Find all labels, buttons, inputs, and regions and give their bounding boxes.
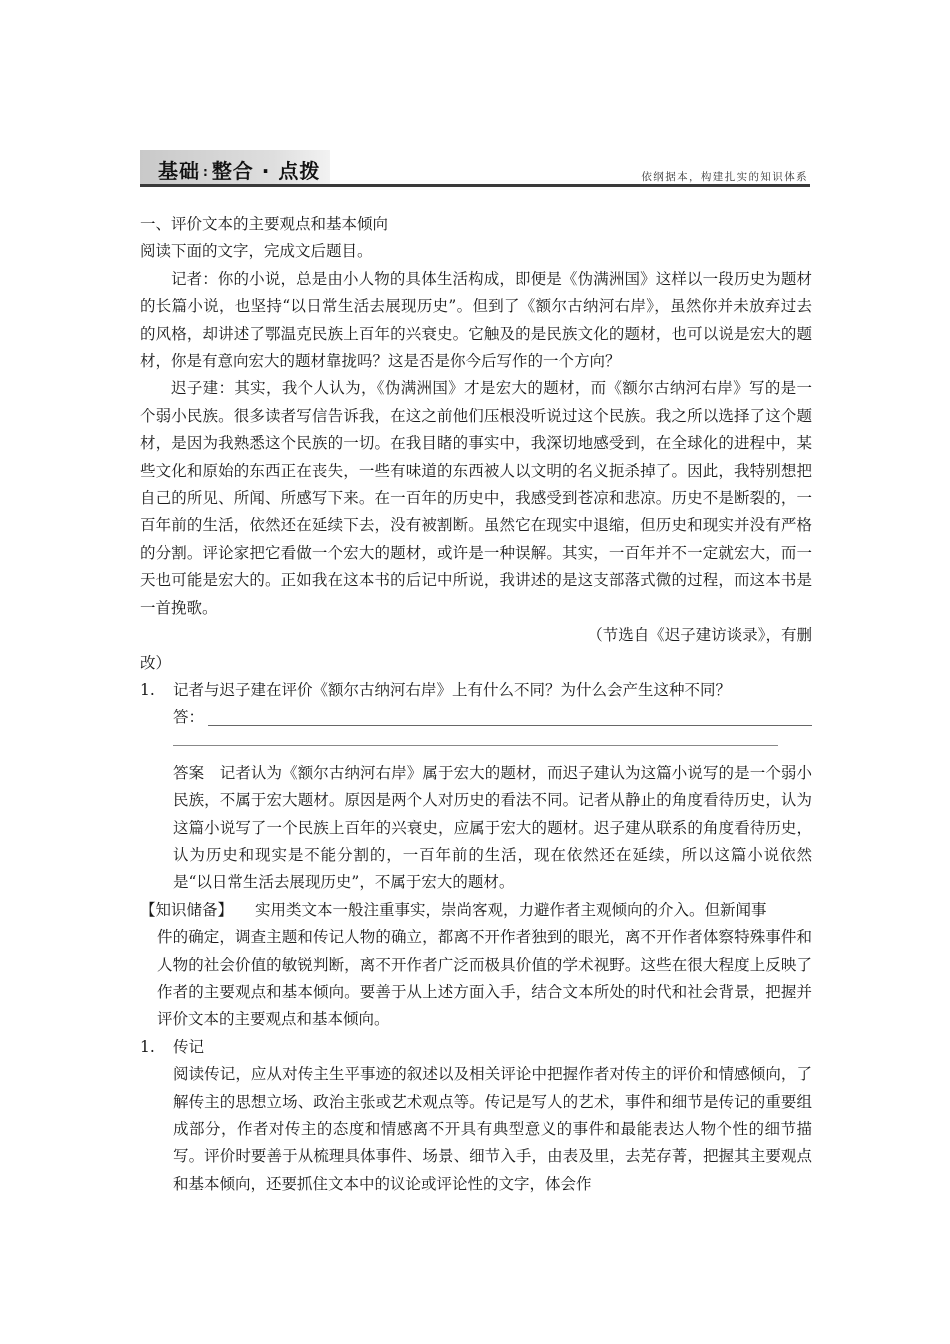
title-separator: : — [203, 165, 209, 179]
section-heading: 一、评价文本的主要观点和基本倾向 — [140, 215, 389, 233]
item-number: 1. — [140, 1037, 155, 1056]
knowledge-text: 件的确定，调查主题和传记人物的确立，都离不开作者独到的眼光，离不开作者体察特殊事件和人物的社会价值的敏锐判断，离不开作者广泛而极具价值的学术视野。这些在很大程度上反映了作者的主要观点和基本倾向。要善于从上述方面入手，结合文本所处的时代和社会背景，把握并评价文本的主要观点和基本倾向。 — [157, 928, 812, 1029]
item-1 — [140, 1034, 812, 1061]
instruction: 阅读下面的文字，完成文后题目。 — [140, 242, 373, 261]
question-1 — [140, 677, 812, 704]
document-body — [140, 211, 812, 1198]
knowledge-first-line: 实用类文本一般注重事实，崇尚客观，力避作者主观倾向的介入。但新闻事 — [255, 900, 767, 919]
answer-line[interactable] — [173, 704, 812, 731]
source-citation: （节选自《迟子建访谈录》，有删 — [587, 626, 812, 645]
answer-rule-2 — [173, 732, 778, 746]
item-text: 阅读传记，应从对传主生平事迹的叙述以及相关评论中把握作者对传主的评价和情感倾向，了解传主的思想立场、政治主张或艺术观点等。传记是写人的艺术，事件和细节是传记的重要组成部分，作者对传主的态度和情感离不开具有典型意义的事件和最能表达人物个性的细节描写。评价时要善于从梳理具体事件、场景、细节入手，由表及里，去芜存菁，把握其主要观点和基本倾向，还要抓住文本中的议论或评论性的文字，体会作 — [173, 1065, 812, 1193]
source-citation-cont: 改） — [140, 653, 172, 672]
item-title: 传记 — [173, 1037, 205, 1056]
section-title — [158, 155, 320, 184]
question-text: 记者与迟子建在评价《额尔古纳河右岸》上有什么不同？为什么会产生这种不同？ — [173, 680, 732, 699]
title-left: 基础 — [158, 159, 200, 183]
title-right: 整合 · 点拨 — [211, 159, 321, 183]
section-subtitle: 依纲据本，构建扎实的知识体系 — [641, 171, 808, 183]
header-rule — [140, 184, 810, 187]
answer-text: 答案 记者认为《额尔古纳河右岸》属于宏大的题材，而迟子建认为这篇小说写的是一个弱小民族，不属于宏大题材。原因是两个人对历史的看法不同。记者从静止的角度看待历史，认为这篇小说写了一个民族上百年的兴衰史，应属于宏大的题材。迟子建从联系的角度看待历史，认为历史和现实是不能分割的，一百年前的生活，现在依然还在延续，所以这篇小说依然是“以日常生活去展现历史”，不属于宏大的题材。 — [173, 763, 812, 892]
knowledge-tag: 【知识储备】 — [140, 900, 234, 919]
question-number: 1. — [140, 680, 155, 699]
reporter-paragraph: 记者：你的小说，总是由小人物的具体生活构成，即便是《伪满洲国》这样以一段历史为题材的长篇小说，也坚持“以日常生活去展现历史”。但到了《额尔古纳河右岸》，虽然你并未放弃过去的风格，却讲述了鄂温克民族上百年的兴衰史。它触及的是民族文化的题材，也可以说是宏大的题材，你是有意向宏大的题材靠拢吗？这是否是你今后写作的一个方向？ — [140, 269, 812, 371]
author-paragraph: 迟子建：其实，我个人认为，《伪满洲国》才是宏大的题材，而《额尔古纳河右岸》写的是一个弱小民族。很多读者写信告诉我，在这之前他们压根没听说过这个民族。我之所以选择了这个题材，是因为我熟悉这个民族的一切。在我目睹的事实中，我深切地感受到，在全球化的进程中，某些文化和原始的东西正在丧失，一些有味道的东西被人以文明的名义扼杀掉了。因此，我特别想把自己的所见、所闻、所感写下来。在一百年的历史中，我感受到苍凉和悲凉。历史不是断裂的，一百年前的生活，依然还在延续下去，没有被割断。虽然它在现实中退缩，但历史和现实并没有严格的分割。评论家把它看做一个宏大的题材，或许是一种误解。其实，一百年并不一定就宏大，而一天也可能是宏大的。正如我在这本书的后记中所说，我讲述的是这支部落式微的过程，而这本书是一首挽歌。 — [140, 379, 812, 617]
answer-label: 答： — [173, 708, 205, 727]
answer-rule — [208, 725, 812, 726]
knowledge-note — [140, 897, 812, 924]
section-header — [140, 150, 810, 186]
